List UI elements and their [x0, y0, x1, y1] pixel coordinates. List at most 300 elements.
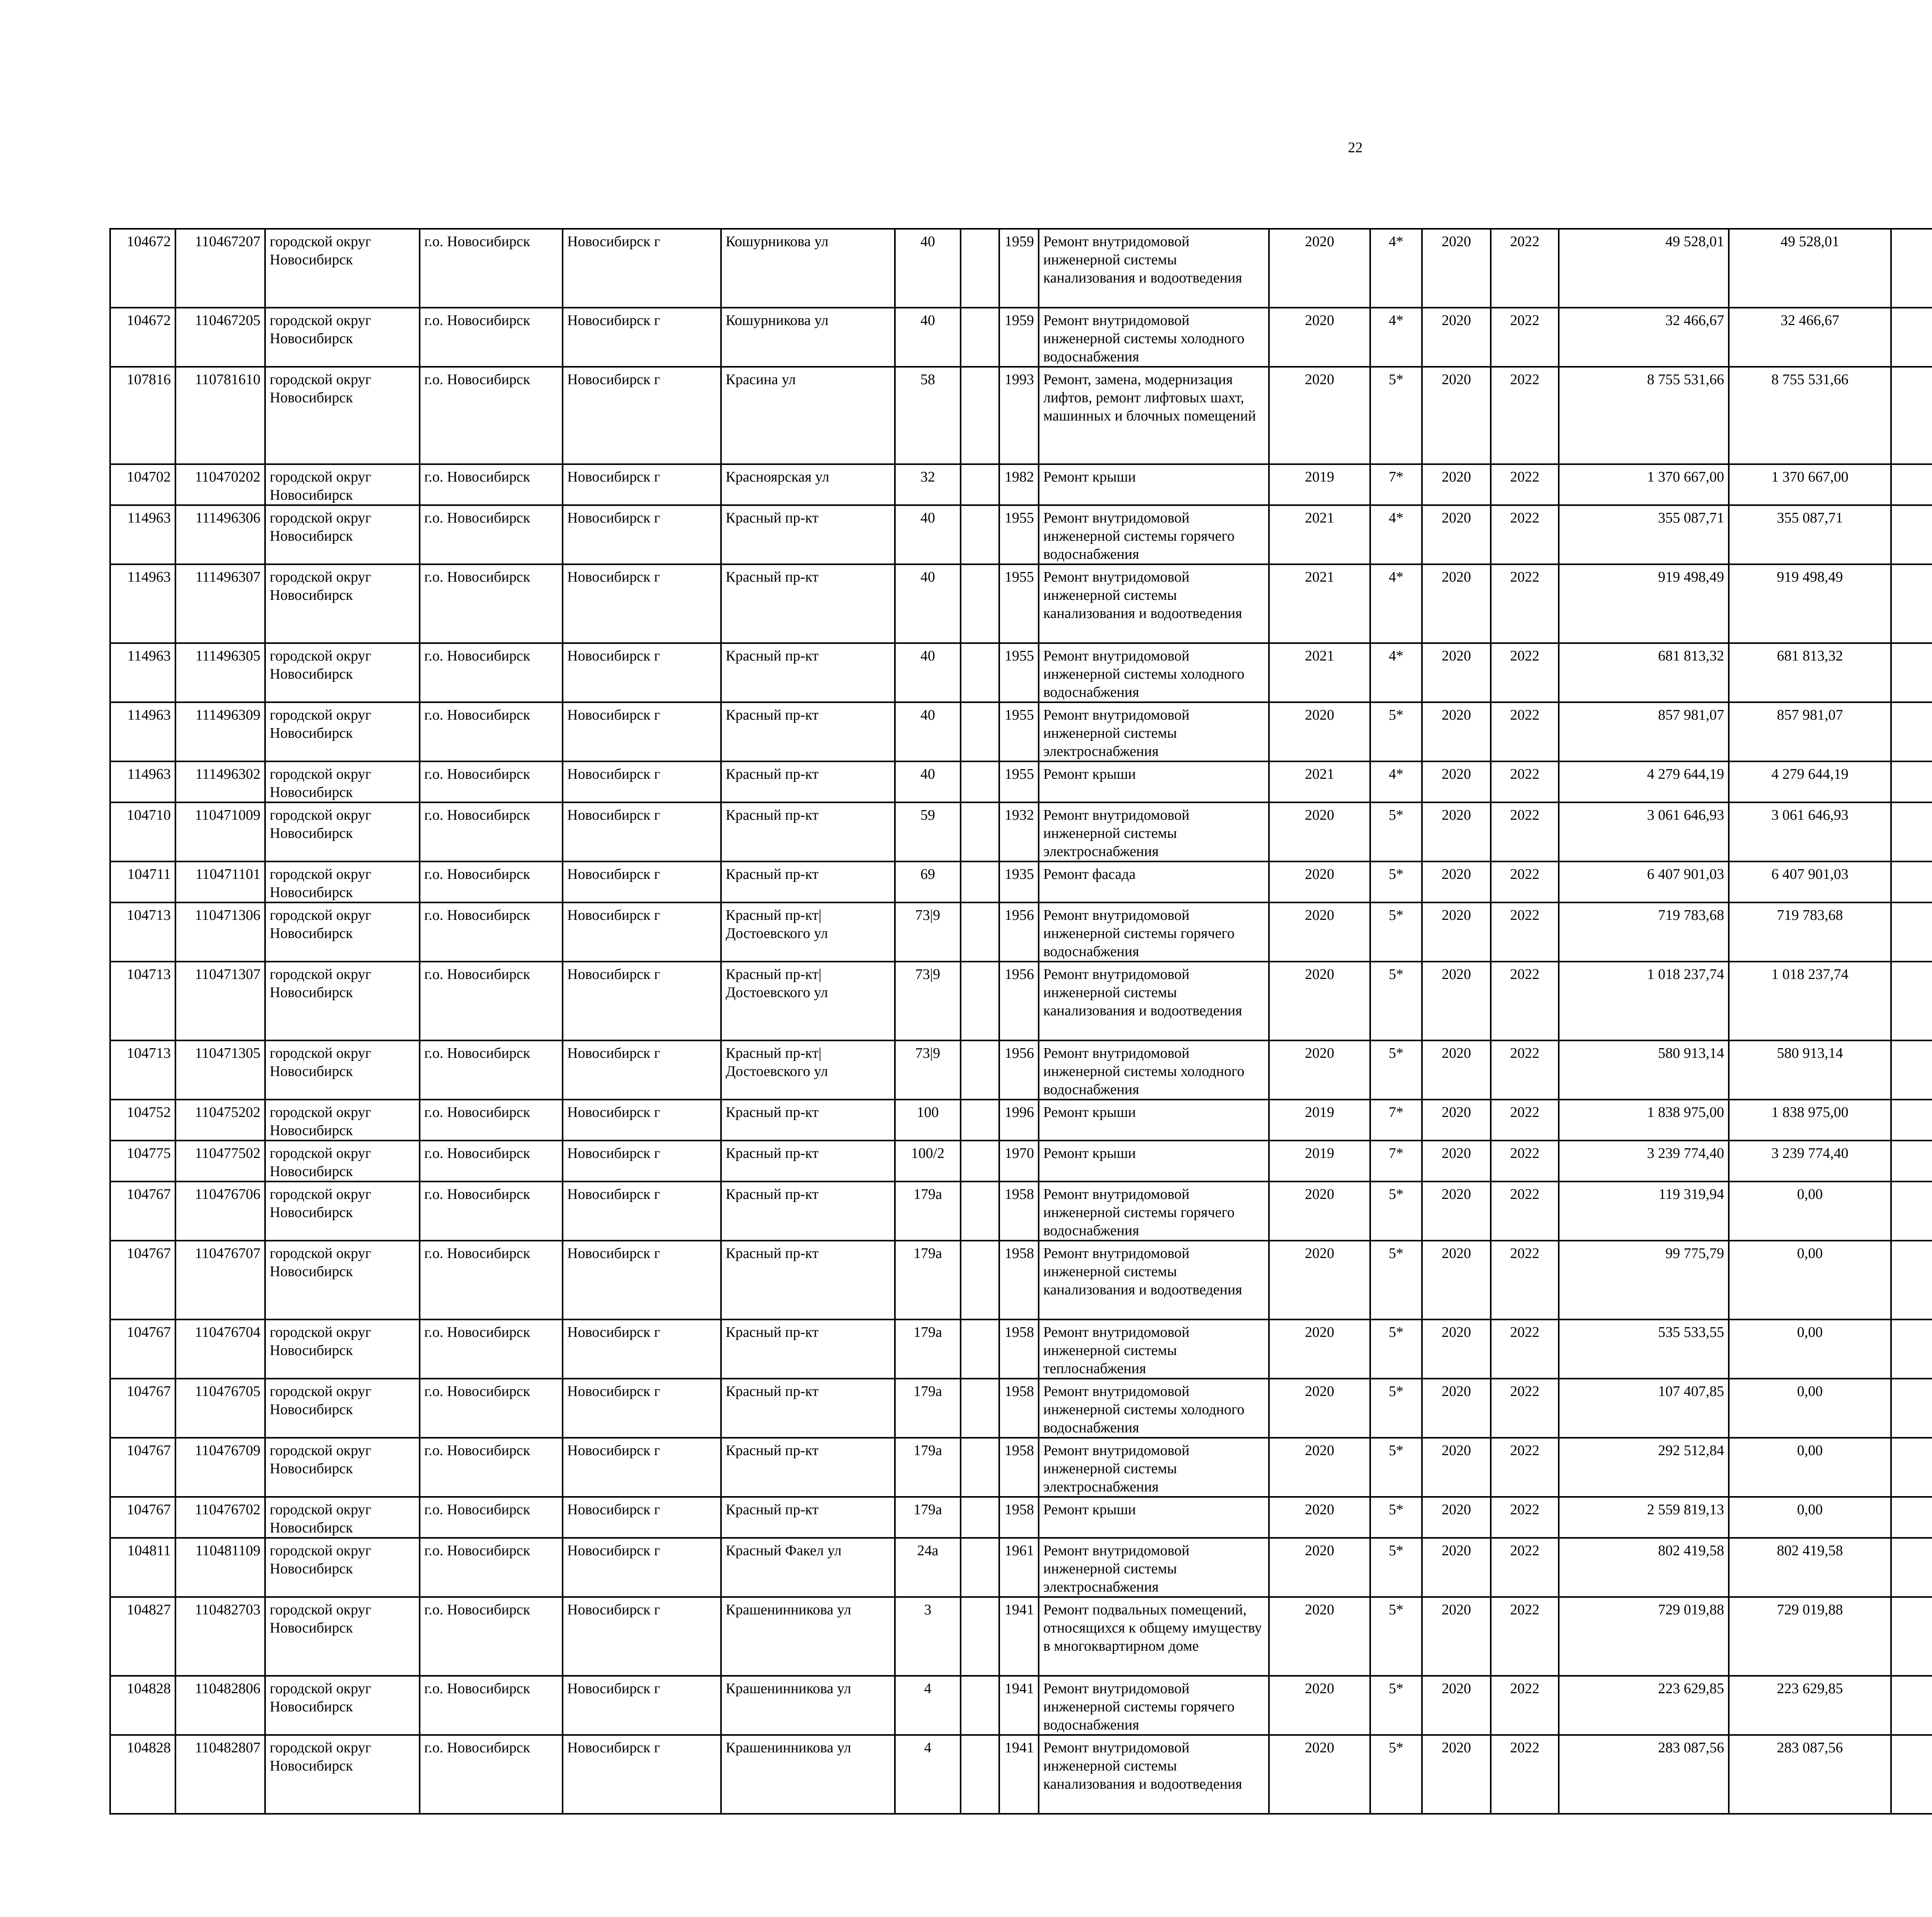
cell-priority: 5* [1370, 702, 1422, 761]
cell-work-type: Ремонт внутридомовой инженерной системы канализования и водоотведения [1039, 229, 1269, 308]
table-row [110, 464, 1932, 505]
cell-id: 110471101 [175, 861, 265, 902]
table-row [110, 702, 1932, 761]
cell-work-type: Ремонт внутридомовой инженерной системы горячего водоснабжения [1039, 1676, 1269, 1735]
cell-fund-cost: 49 528,01 [1729, 229, 1891, 308]
cell-work-type: Ремонт внутридомовой инженерной системы холодного водоснабжения [1039, 1040, 1269, 1100]
cell-start-year: 2020 [1422, 505, 1491, 564]
cell-work-type: Ремонт внутридомовой инженерной системы канализования и водоотведения [1039, 962, 1269, 1040]
cell-street: Красный пр-кт [721, 1141, 895, 1182]
cell-id: 110476704 [175, 1319, 265, 1379]
cell-street: Красный пр-кт [721, 564, 895, 643]
cell-letter [961, 802, 999, 861]
cell-priority: 5* [1370, 1379, 1422, 1438]
cell-house: 179а [895, 1438, 961, 1497]
table-row [110, 1735, 1932, 1814]
cell-municipal-district: г.о. Новосибирск [420, 1141, 563, 1182]
cell-street: Красный пр-кт [721, 1319, 895, 1379]
cell-start-year: 2020 [1422, 761, 1491, 802]
cell-municipality: городской округ Новосибирск [265, 761, 420, 802]
cell-municipality: городской округ Новосибирск [265, 1319, 420, 1379]
cell-end-year: 2022 [1491, 643, 1559, 702]
cell-house: 100 [895, 1100, 961, 1141]
cell-id: 110477502 [175, 1141, 265, 1182]
cell-settlement: Новосибирск г [563, 1676, 721, 1735]
cell-fund-cost: 857 981,07 [1729, 702, 1891, 761]
cell-municipality: городской округ Новосибирск [265, 1241, 420, 1319]
cell-letter [961, 962, 999, 1040]
cell-code: 104711 [110, 861, 175, 902]
cell-work-type: Ремонт крыши [1039, 1497, 1269, 1538]
cell-municipal-district: г.о. Новосибирск [420, 308, 563, 367]
cell-letter [961, 643, 999, 702]
cell-year: 1956 [999, 902, 1039, 962]
cell-municipality: городской округ Новосибирск [265, 308, 420, 367]
table-row [110, 1182, 1932, 1241]
cell-priority: 7* [1370, 1141, 1422, 1182]
cell-plan-year: 2020 [1269, 229, 1370, 308]
cell-street: Красный пр-кт [721, 1100, 895, 1141]
cell-code: 104713 [110, 902, 175, 962]
cell-settlement: Новосибирск г [563, 643, 721, 702]
cell-total-cost: 1 838 975,00 [1559, 1100, 1729, 1141]
cell-budget-federal [1891, 1141, 1932, 1182]
cell-code: 104752 [110, 1100, 175, 1141]
table-row [110, 564, 1932, 643]
cell-start-year: 2020 [1422, 1735, 1491, 1814]
cell-total-cost: 3 239 774,40 [1559, 1141, 1729, 1182]
cell-work-type: Ремонт крыши [1039, 761, 1269, 802]
cell-municipal-district: г.о. Новосибирск [420, 902, 563, 962]
cell-start-year: 2020 [1422, 802, 1491, 861]
cell-start-year: 2020 [1422, 564, 1491, 643]
cell-budget-federal [1891, 761, 1932, 802]
cell-year: 1958 [999, 1241, 1039, 1319]
cell-end-year: 2022 [1491, 505, 1559, 564]
cell-municipal-district: г.о. Новосибирск [420, 643, 563, 702]
cell-letter [961, 229, 999, 308]
cell-municipality: городской округ Новосибирск [265, 1182, 420, 1241]
cell-settlement: Новосибирск г [563, 564, 721, 643]
cell-start-year: 2020 [1422, 702, 1491, 761]
cell-work-type: Ремонт внутридомовой инженерной системы канализования и водоотведения [1039, 1241, 1269, 1319]
cell-id: 111496305 [175, 643, 265, 702]
capital-repair-table [109, 228, 1932, 1815]
cell-letter [961, 505, 999, 564]
cell-letter [961, 1241, 999, 1319]
cell-municipal-district: г.о. Новосибирск [420, 802, 563, 861]
cell-id: 110476706 [175, 1182, 265, 1241]
cell-year: 1955 [999, 761, 1039, 802]
cell-year: 1961 [999, 1538, 1039, 1597]
cell-plan-year: 2020 [1269, 802, 1370, 861]
cell-work-type: Ремонт внутридомовой инженерной системы электроснабжения [1039, 1538, 1269, 1597]
cell-total-cost: 119 319,94 [1559, 1182, 1729, 1241]
table-row [110, 505, 1932, 564]
cell-priority: 5* [1370, 902, 1422, 962]
cell-id: 110482806 [175, 1676, 265, 1735]
cell-settlement: Новосибирск г [563, 1438, 721, 1497]
table-row [110, 861, 1932, 902]
cell-municipality: городской округ Новосибирск [265, 505, 420, 564]
cell-municipal-district: г.о. Новосибирск [420, 861, 563, 902]
cell-code: 104775 [110, 1141, 175, 1182]
table-row [110, 802, 1932, 861]
cell-start-year: 2020 [1422, 643, 1491, 702]
cell-total-cost: 107 407,85 [1559, 1379, 1729, 1438]
cell-total-cost: 729 019,88 [1559, 1597, 1729, 1676]
cell-work-type: Ремонт внутридомовой инженерной системы холодного водоснабжения [1039, 1379, 1269, 1438]
cell-end-year: 2022 [1491, 1538, 1559, 1597]
cell-priority: 4* [1370, 505, 1422, 564]
cell-plan-year: 2020 [1269, 1319, 1370, 1379]
cell-total-cost: 32 466,67 [1559, 308, 1729, 367]
cell-budget-federal [1891, 1379, 1932, 1438]
cell-code: 104767 [110, 1379, 175, 1438]
cell-settlement: Новосибирск г [563, 962, 721, 1040]
cell-year: 1935 [999, 861, 1039, 902]
cell-municipal-district: г.о. Новосибирск [420, 1319, 563, 1379]
cell-plan-year: 2021 [1269, 761, 1370, 802]
cell-total-cost: 355 087,71 [1559, 505, 1729, 564]
cell-start-year: 2020 [1422, 1141, 1491, 1182]
cell-municipality: городской округ Новосибирск [265, 702, 420, 761]
cell-house: 32 [895, 464, 961, 505]
table-row [110, 761, 1932, 802]
cell-municipality: городской округ Новосибирск [265, 1141, 420, 1182]
table-row [110, 1379, 1932, 1438]
cell-code: 104767 [110, 1438, 175, 1497]
cell-start-year: 2020 [1422, 1538, 1491, 1597]
cell-plan-year: 2020 [1269, 1182, 1370, 1241]
cell-settlement: Новосибирск г [563, 1319, 721, 1379]
cell-code: 104767 [110, 1182, 175, 1241]
cell-year: 1955 [999, 702, 1039, 761]
cell-municipality: городской округ Новосибирск [265, 1676, 420, 1735]
cell-year: 1959 [999, 308, 1039, 367]
cell-house: 4 [895, 1735, 961, 1814]
cell-letter [961, 1735, 999, 1814]
cell-municipal-district: г.о. Новосибирск [420, 1497, 563, 1538]
cell-priority: 5* [1370, 861, 1422, 902]
cell-end-year: 2022 [1491, 1438, 1559, 1497]
cell-letter [961, 1100, 999, 1141]
table-row [110, 1676, 1932, 1735]
cell-letter [961, 702, 999, 761]
cell-work-type: Ремонт внутридомовой инженерной системы канализования и водоотведения [1039, 1735, 1269, 1814]
cell-id: 110471306 [175, 902, 265, 962]
table-row [110, 962, 1932, 1040]
cell-id: 110471305 [175, 1040, 265, 1100]
cell-total-cost: 580 913,14 [1559, 1040, 1729, 1100]
cell-fund-cost: 719 783,68 [1729, 902, 1891, 962]
cell-fund-cost: 1 370 667,00 [1729, 464, 1891, 505]
cell-year: 1993 [999, 367, 1039, 464]
cell-budget-federal [1891, 464, 1932, 505]
cell-code: 104767 [110, 1241, 175, 1319]
cell-house: 100/2 [895, 1141, 961, 1182]
table-row [110, 1241, 1932, 1319]
cell-start-year: 2020 [1422, 308, 1491, 367]
cell-street: Красный пр-кт| Достоевского ул [721, 962, 895, 1040]
cell-house: 73|9 [895, 962, 961, 1040]
cell-municipal-district: г.о. Новосибирск [420, 1538, 563, 1597]
cell-house: 73|9 [895, 902, 961, 962]
cell-end-year: 2022 [1491, 1319, 1559, 1379]
cell-start-year: 2020 [1422, 1497, 1491, 1538]
cell-municipal-district: г.о. Новосибирск [420, 464, 563, 505]
table-row [110, 1497, 1932, 1538]
cell-year: 1956 [999, 962, 1039, 1040]
cell-street: Крашенинникова ул [721, 1676, 895, 1735]
cell-id: 110476705 [175, 1379, 265, 1438]
cell-end-year: 2022 [1491, 1040, 1559, 1100]
cell-municipality: городской округ Новосибирск [265, 1497, 420, 1538]
cell-settlement: Новосибирск г [563, 902, 721, 962]
cell-code: 104827 [110, 1597, 175, 1676]
cell-end-year: 2022 [1491, 1241, 1559, 1319]
cell-house: 40 [895, 229, 961, 308]
cell-code: 104702 [110, 464, 175, 505]
cell-settlement: Новосибирск г [563, 367, 721, 464]
cell-priority: 5* [1370, 802, 1422, 861]
page-number: 22 [1348, 140, 1363, 156]
cell-id: 110476709 [175, 1438, 265, 1497]
cell-total-cost: 6 407 901,03 [1559, 861, 1729, 902]
cell-municipal-district: г.о. Новосибирск [420, 1100, 563, 1141]
cell-municipal-district: г.о. Новосибирск [420, 505, 563, 564]
cell-settlement: Новосибирск г [563, 802, 721, 861]
cell-id: 111496309 [175, 702, 265, 761]
cell-total-cost: 1 370 667,00 [1559, 464, 1729, 505]
cell-settlement: Новосибирск г [563, 1735, 721, 1814]
table-row [110, 643, 1932, 702]
table-row [110, 367, 1932, 464]
table-row [110, 1597, 1932, 1676]
cell-municipality: городской округ Новосибирск [265, 962, 420, 1040]
cell-street: Красный пр-кт [721, 1182, 895, 1241]
cell-street: Красный пр-кт [721, 505, 895, 564]
cell-letter [961, 761, 999, 802]
cell-total-cost: 857 981,07 [1559, 702, 1729, 761]
cell-budget-federal [1891, 367, 1932, 464]
cell-budget-federal [1891, 861, 1932, 902]
cell-total-cost: 919 498,49 [1559, 564, 1729, 643]
cell-work-type: Ремонт фасада [1039, 861, 1269, 902]
cell-plan-year: 2020 [1269, 962, 1370, 1040]
cell-settlement: Новосибирск г [563, 1379, 721, 1438]
cell-priority: 5* [1370, 1538, 1422, 1597]
cell-street: Крашенинникова ул [721, 1735, 895, 1814]
cell-municipality: городской округ Новосибирск [265, 1040, 420, 1100]
cell-id: 111496302 [175, 761, 265, 802]
cell-budget-federal [1891, 1735, 1932, 1814]
cell-budget-federal [1891, 308, 1932, 367]
cell-total-cost: 1 018 237,74 [1559, 962, 1729, 1040]
cell-total-cost: 3 061 646,93 [1559, 802, 1729, 861]
cell-fund-cost: 0,00 [1729, 1319, 1891, 1379]
cell-municipal-district: г.о. Новосибирск [420, 1597, 563, 1676]
cell-settlement: Новосибирск г [563, 1241, 721, 1319]
cell-code: 104710 [110, 802, 175, 861]
cell-total-cost: 49 528,01 [1559, 229, 1729, 308]
cell-work-type: Ремонт подвальных помещений, относящихся к общему имуществу в многоквартирном доме [1039, 1597, 1269, 1676]
cell-budget-federal [1891, 1497, 1932, 1538]
cell-code: 104811 [110, 1538, 175, 1597]
cell-municipal-district: г.о. Новосибирск [420, 367, 563, 464]
cell-year: 1941 [999, 1597, 1039, 1676]
cell-year: 1958 [999, 1182, 1039, 1241]
cell-start-year: 2020 [1422, 1182, 1491, 1241]
cell-code: 107816 [110, 367, 175, 464]
cell-total-cost: 292 512,84 [1559, 1438, 1729, 1497]
cell-end-year: 2022 [1491, 802, 1559, 861]
cell-plan-year: 2020 [1269, 367, 1370, 464]
cell-municipality: городской округ Новосибирск [265, 464, 420, 505]
cell-settlement: Новосибирск г [563, 229, 721, 308]
cell-street: Крашенинникова ул [721, 1597, 895, 1676]
cell-start-year: 2020 [1422, 229, 1491, 308]
cell-municipality: городской округ Новосибирск [265, 902, 420, 962]
cell-letter [961, 1538, 999, 1597]
cell-municipal-district: г.о. Новосибирск [420, 1676, 563, 1735]
cell-end-year: 2022 [1491, 1676, 1559, 1735]
cell-total-cost: 681 813,32 [1559, 643, 1729, 702]
cell-start-year: 2020 [1422, 464, 1491, 505]
cell-street: Красный пр-кт| Достоевского ул [721, 902, 895, 962]
cell-municipal-district: г.о. Новосибирск [420, 1438, 563, 1497]
cell-total-cost: 8 755 531,66 [1559, 367, 1729, 464]
cell-letter [961, 367, 999, 464]
cell-street: Красноярская ул [721, 464, 895, 505]
cell-municipality: городской округ Новосибирск [265, 1735, 420, 1814]
cell-street: Кошурникова ул [721, 308, 895, 367]
cell-settlement: Новосибирск г [563, 505, 721, 564]
cell-id: 110476707 [175, 1241, 265, 1319]
cell-plan-year: 2020 [1269, 902, 1370, 962]
cell-total-cost: 223 629,85 [1559, 1676, 1729, 1735]
cell-fund-cost: 6 407 901,03 [1729, 861, 1891, 902]
cell-municipal-district: г.о. Новосибирск [420, 1735, 563, 1814]
cell-street: Красный пр-кт [721, 1438, 895, 1497]
table-row [110, 1141, 1932, 1182]
cell-plan-year: 2019 [1269, 464, 1370, 505]
cell-start-year: 2020 [1422, 902, 1491, 962]
cell-id: 110475202 [175, 1100, 265, 1141]
cell-code: 104767 [110, 1319, 175, 1379]
cell-municipality: городской округ Новосибирск [265, 1597, 420, 1676]
cell-budget-federal [1891, 505, 1932, 564]
cell-plan-year: 2020 [1269, 1676, 1370, 1735]
cell-plan-year: 2021 [1269, 643, 1370, 702]
cell-start-year: 2020 [1422, 1040, 1491, 1100]
cell-plan-year: 2020 [1269, 1597, 1370, 1676]
cell-start-year: 2020 [1422, 861, 1491, 902]
cell-fund-cost: 919 498,49 [1729, 564, 1891, 643]
cell-priority: 5* [1370, 1040, 1422, 1100]
cell-fund-cost: 4 279 644,19 [1729, 761, 1891, 802]
cell-id: 110781610 [175, 367, 265, 464]
cell-code: 114963 [110, 505, 175, 564]
cell-municipality: городской округ Новосибирск [265, 1379, 420, 1438]
cell-plan-year: 2020 [1269, 702, 1370, 761]
cell-plan-year: 2020 [1269, 1538, 1370, 1597]
cell-plan-year: 2020 [1269, 1735, 1370, 1814]
cell-plan-year: 2020 [1269, 1040, 1370, 1100]
cell-year: 1956 [999, 1040, 1039, 1100]
cell-id: 110482807 [175, 1735, 265, 1814]
cell-house: 40 [895, 761, 961, 802]
cell-work-type: Ремонт внутридомовой инженерной системы горячего водоснабжения [1039, 1182, 1269, 1241]
table-row [110, 1040, 1932, 1100]
cell-end-year: 2022 [1491, 308, 1559, 367]
cell-letter [961, 1597, 999, 1676]
cell-fund-cost: 8 755 531,66 [1729, 367, 1891, 464]
cell-priority: 4* [1370, 643, 1422, 702]
cell-priority: 4* [1370, 229, 1422, 308]
cell-end-year: 2022 [1491, 1100, 1559, 1141]
cell-year: 1958 [999, 1379, 1039, 1438]
cell-work-type: Ремонт внутридомовой инженерной системы горячего водоснабжения [1039, 902, 1269, 962]
cell-work-type: Ремонт внутридомовой инженерной системы холодного водоснабжения [1039, 643, 1269, 702]
cell-end-year: 2022 [1491, 367, 1559, 464]
cell-municipal-district: г.о. Новосибирск [420, 1241, 563, 1319]
cell-fund-cost: 580 913,14 [1729, 1040, 1891, 1100]
cell-fund-cost: 32 466,67 [1729, 308, 1891, 367]
cell-start-year: 2020 [1422, 1379, 1491, 1438]
cell-work-type: Ремонт крыши [1039, 1141, 1269, 1182]
cell-budget-federal [1891, 1676, 1932, 1735]
cell-id: 110467207 [175, 229, 265, 308]
cell-end-year: 2022 [1491, 702, 1559, 761]
cell-priority: 4* [1370, 308, 1422, 367]
cell-start-year: 2020 [1422, 1438, 1491, 1497]
cell-end-year: 2022 [1491, 1597, 1559, 1676]
cell-municipality: городской округ Новосибирск [265, 643, 420, 702]
cell-fund-cost: 0,00 [1729, 1438, 1891, 1497]
cell-street: Красный пр-кт [721, 761, 895, 802]
cell-year: 1982 [999, 464, 1039, 505]
cell-settlement: Новосибирск г [563, 464, 721, 505]
cell-priority: 7* [1370, 464, 1422, 505]
cell-end-year: 2022 [1491, 902, 1559, 962]
cell-priority: 7* [1370, 1100, 1422, 1141]
cell-plan-year: 2020 [1269, 861, 1370, 902]
cell-settlement: Новосибирск г [563, 308, 721, 367]
cell-house: 73|9 [895, 1040, 961, 1100]
cell-letter [961, 1676, 999, 1735]
cell-work-type: Ремонт, замена, модернизация лифтов, ремонт лифтовых шахт, машинных и блочных помещений [1039, 367, 1269, 464]
cell-id: 110482703 [175, 1597, 265, 1676]
cell-year: 1959 [999, 229, 1039, 308]
cell-work-type: Ремонт внутридомовой инженерной системы холодного водоснабжения [1039, 308, 1269, 367]
cell-street: Красный пр-кт [721, 861, 895, 902]
cell-street: Красный пр-кт [721, 1241, 895, 1319]
cell-municipal-district: г.о. Новосибирск [420, 761, 563, 802]
cell-letter [961, 308, 999, 367]
cell-fund-cost: 681 813,32 [1729, 643, 1891, 702]
cell-work-type: Ремонт внутридомовой инженерной системы электроснабжения [1039, 702, 1269, 761]
cell-municipal-district: г.о. Новосибирск [420, 564, 563, 643]
table-row [110, 229, 1932, 308]
cell-fund-cost: 355 087,71 [1729, 505, 1891, 564]
cell-budget-federal [1891, 1319, 1932, 1379]
cell-code: 114963 [110, 702, 175, 761]
cell-end-year: 2022 [1491, 962, 1559, 1040]
cell-id: 110470202 [175, 464, 265, 505]
cell-end-year: 2022 [1491, 761, 1559, 802]
table-row [110, 1538, 1932, 1597]
